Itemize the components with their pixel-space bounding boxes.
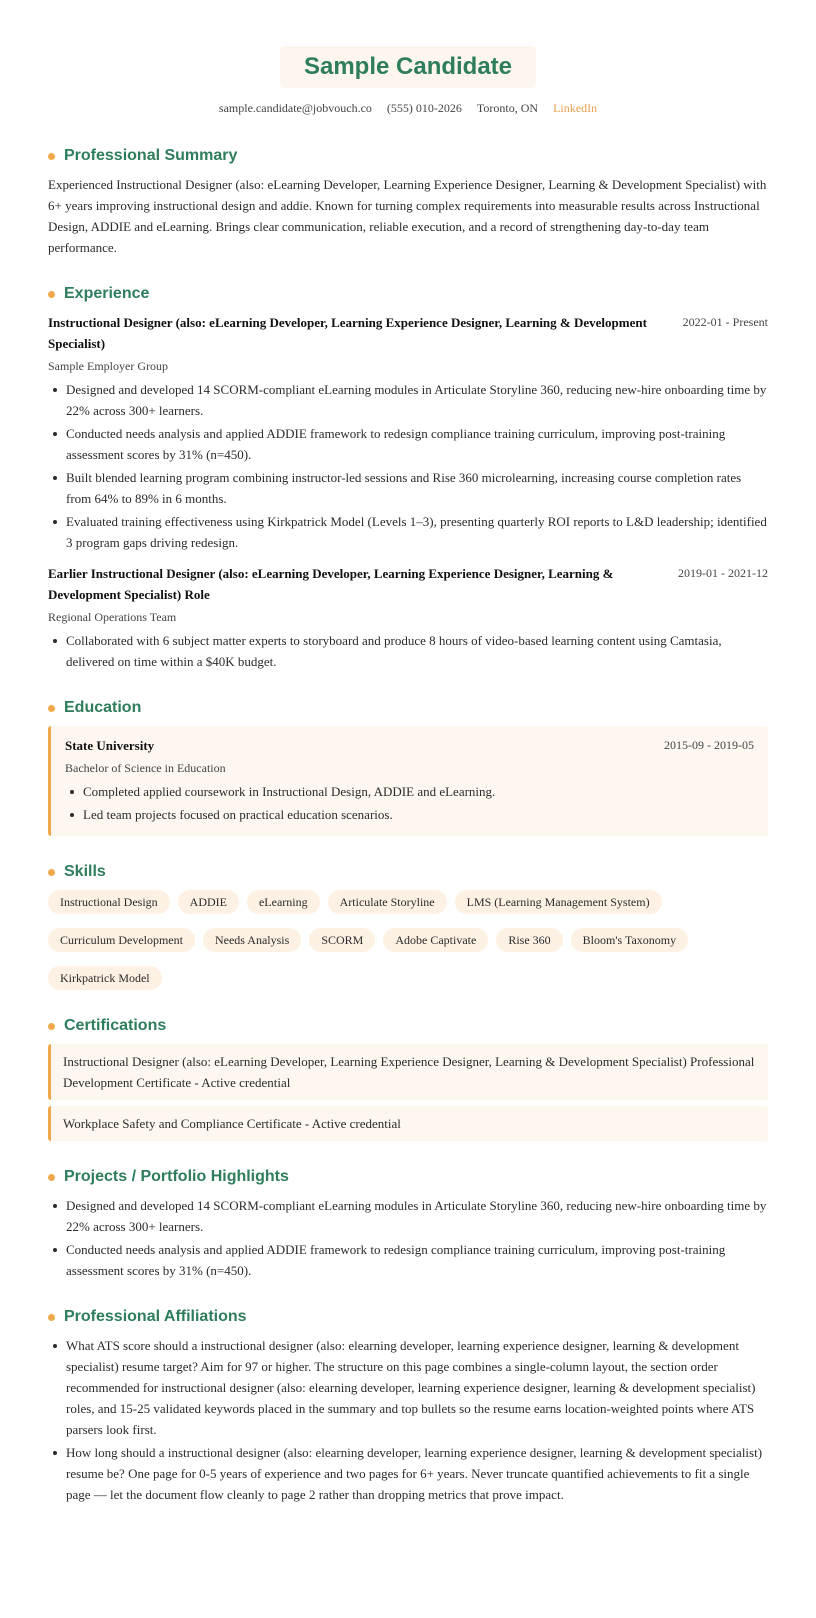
summary-heading [48, 146, 768, 166]
bullet-dot-icon [48, 705, 55, 712]
resume-header [48, 46, 768, 116]
bullet-dot-icon [48, 153, 55, 160]
skills-list [48, 890, 768, 990]
summary-text: Experienced Instructional Designer (also: eLearning Developer, Learning Experience Designer, Learning & Development Specialist) with 6+ years improving instructional design and addie. Known for turning complex requirements into measurable results across Instructional Design, ADDIE and eLearning. Brings clear communication, reliable execution, and a record of strengthening day-to-day team performance. [48, 177, 767, 255]
job-bullets [48, 630, 768, 672]
education-heading [48, 698, 768, 718]
job-entry [48, 312, 768, 553]
education-card [48, 726, 768, 836]
list-item: Evaluated training effectiveness using Kirkpatrick Model (Levels 1–3), presenting quarterly ROI reports to L&D leadership; identified 3 program gaps driving redesign. [48, 511, 768, 553]
projects-bullets [48, 1195, 768, 1281]
list-item: Led team projects focused on practical education scenarios. [65, 804, 754, 825]
job-title: Instructional Designer (also: eLearning Developer, Learning Experience Designer, Learning & Development Specialist) [48, 315, 647, 351]
skill-chip: Curriculum Development [48, 928, 195, 952]
bullet-dot-icon [48, 1314, 55, 1321]
job-header [48, 563, 768, 605]
bullet-dot-icon [48, 869, 55, 876]
skills-title: Skills [64, 863, 106, 880]
certifications-section [48, 1016, 768, 1141]
education-title: Education [64, 699, 142, 716]
experience-title: Experience [64, 285, 150, 302]
affiliations-title: Professional Affiliations [64, 1308, 247, 1325]
skill-chip: SCORM [309, 928, 375, 952]
skill-chip: LMS (Learning Management System) [455, 890, 662, 914]
list-item: Collaborated with 6 subject matter experts to storyboard and produce 8 hours of video-based learning content using Camtasia, delivered on time within a $40K budget. [48, 630, 768, 672]
affiliations-heading [48, 1307, 768, 1327]
job-header [48, 312, 768, 354]
list-item: Conducted needs analysis and applied ADDIE framework to redesign compliance training curriculum, improving post-training assessment scores by 31% (n=450). [48, 423, 768, 465]
skill-chip: Articulate Storyline [328, 890, 447, 914]
experience-section [48, 284, 768, 672]
summary-section [48, 146, 768, 258]
education-header [65, 735, 754, 756]
list-item: Conducted needs analysis and applied ADDIE framework to redesign compliance training curriculum, improving post-training assessment scores by 31% (n=450). [48, 1239, 768, 1281]
skill-chip: Adobe Captivate [383, 928, 488, 952]
skill-chip: Rise 360 [496, 928, 562, 952]
candidate-name: Sample Candidate [280, 46, 536, 88]
projects-title: Projects / Portfolio Highlights [64, 1168, 289, 1185]
degree: Bachelor of Science in Education [65, 761, 226, 775]
job-org: Sample Employer Group [48, 359, 168, 373]
skills-section [48, 862, 768, 990]
affiliations-bullets [48, 1335, 768, 1505]
list-item: Completed applied coursework in Instructional Design, ADDIE and eLearning. [65, 781, 754, 802]
contact-location: Toronto, ON [476, 101, 539, 115]
projects-heading [48, 1167, 768, 1187]
skills-heading [48, 862, 768, 882]
certifications-heading [48, 1016, 768, 1036]
job-dates: 2022-01 - Present [682, 315, 768, 329]
linkedin-link[interactable]: LinkedIn [553, 101, 598, 115]
affiliations-section [48, 1307, 768, 1505]
skill-chip: Instructional Design [48, 890, 170, 914]
certification-item: Instructional Designer (also: eLearning Developer, Learning Experience Designer, Learning & Development Specialist) Professional Development Certificate - Active credential [48, 1044, 768, 1100]
list-item: What ATS score should a instructional designer (also: elearning developer, learning experience designer, learning & development specialist) resume target? Aim for 97 or higher. The structure on this page combines a single-column layout, the section order recommended for instructional designer (also: elearning developer, learning experience designer, learning & development specialist) roles, and 15-25 validated keywords placed in the summary and top bullets so the resume earns location-weighted points where ATS parsers look first. [48, 1335, 768, 1440]
job-org: Regional Operations Team [48, 610, 177, 624]
summary-title: Professional Summary [64, 147, 238, 164]
skill-chip: Bloom's Taxonomy [571, 928, 688, 952]
contact-line [48, 100, 768, 116]
list-item: Designed and developed 14 SCORM-compliant eLearning modules in Articulate Storyline 360, reducing new-hire onboarding time by 22% across 300+ learners. [48, 379, 768, 421]
contact-phone: (555) 010-2026 [386, 101, 462, 115]
school-name: State University [65, 738, 155, 753]
certification-item: Workplace Safety and Compliance Certificate - Active credential [48, 1106, 768, 1141]
job-bullets [48, 379, 768, 553]
projects-section [48, 1167, 768, 1281]
skill-chip: Kirkpatrick Model [48, 966, 162, 990]
list-item: Designed and developed 14 SCORM-compliant eLearning modules in Articulate Storyline 360, reducing new-hire onboarding time by 22% across 300+ learners. [48, 1195, 768, 1237]
job-entry [48, 563, 768, 672]
skill-chip: ADDIE [178, 890, 239, 914]
contact-email[interactable]: sample.candidate@jobvouch.co [218, 101, 372, 115]
job-dates: 2019-01 - 2021-12 [678, 566, 768, 580]
education-bullets [65, 781, 754, 825]
education-section [48, 698, 768, 836]
bullet-dot-icon [48, 1174, 55, 1181]
education-dates: 2015-09 - 2019-05 [664, 738, 754, 752]
certifications-title: Certifications [64, 1017, 167, 1034]
bullet-dot-icon [48, 1023, 55, 1030]
job-title: Earlier Instructional Designer (also: eLearning Developer, Learning Experience Designer, Learning & Development Specialist) Role [48, 566, 614, 602]
experience-heading [48, 284, 768, 304]
list-item: How long should a instructional designer (also: elearning developer, learning experience designer, learning & development specialist) resume be? One page for 0-5 years of experience and two pages for 6+ years. Never truncate quantified achievements to fit a single page — let the document flow cleanly to page 2 rather than dropping metrics that prove impact. [48, 1442, 768, 1505]
skill-chip: Needs Analysis [203, 928, 301, 952]
bullet-dot-icon [48, 291, 55, 298]
skill-chip: eLearning [247, 890, 320, 914]
list-item: Built blended learning program combining instructor-led sessions and Rise 360 microlearning, increasing course completion rates from 64% to 89% in 6 months. [48, 467, 768, 509]
